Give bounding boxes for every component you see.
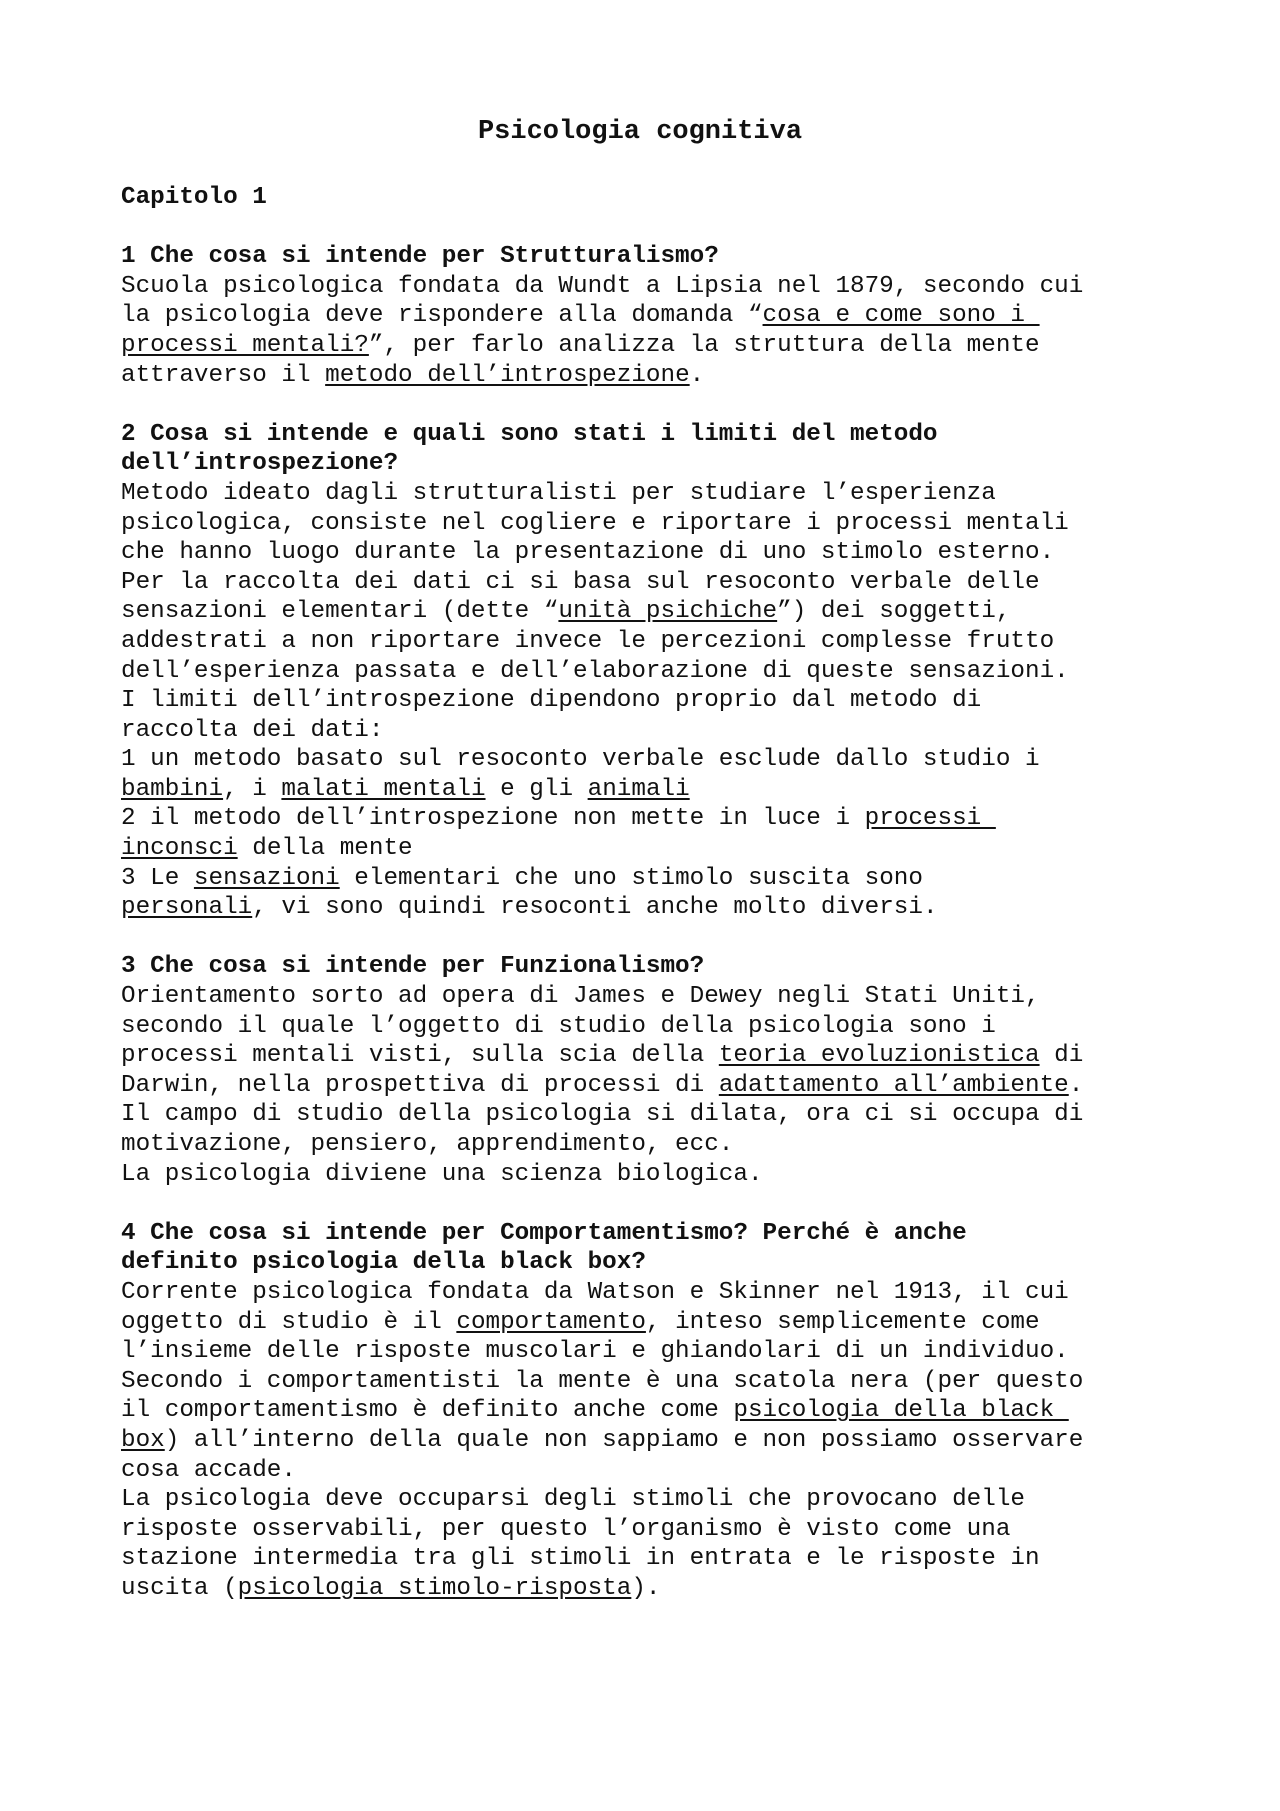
qa-section [121, 242, 1181, 390]
answer-line [121, 1308, 1181, 1338]
underlined-term: psicologia della black [733, 1397, 1069, 1425]
text-run: . [689, 361, 705, 389]
underlined-term: adattamento all’ambiente [718, 1071, 1069, 1099]
text-run: addestrati a non riportare invece le percezioni complesse frutto [121, 627, 1055, 655]
text-run: , inteso semplicemente come [645, 1308, 1040, 1336]
text-run: Scuola psicologica fondata da Wundt a Lipsia nel 1879, secondo cui [121, 272, 1084, 300]
text-run: ”) dei soggetti, [777, 598, 1011, 626]
answer-line [121, 1278, 1181, 1308]
answer-line [121, 538, 1181, 568]
answer-line [121, 1485, 1181, 1515]
question-heading-line: dell’introspezione? [121, 450, 399, 478]
text-run: la psicologia deve rispondere alla domanda “ [121, 302, 763, 330]
answer-line [121, 1367, 1181, 1397]
answer-line [121, 745, 1181, 775]
text-run: raccolta dei dati: [121, 716, 384, 744]
chapter-heading: Capitolo 1 [121, 184, 267, 211]
text-run: stazione intermedia tra gli stimoli in entrata e le risposte in [121, 1545, 1040, 1573]
text-run: dell’esperienza passata e dell’elaborazione di queste sensazioni. [121, 657, 1069, 685]
answer-line [121, 1041, 1181, 1071]
answer-line [121, 509, 1181, 539]
qa-section [121, 952, 1181, 1189]
text-run: . [1068, 1071, 1084, 1099]
text-run: 3 Le [121, 864, 194, 892]
underlined-term: cosa e come sono i [762, 302, 1040, 330]
underlined-term: processi [864, 805, 996, 833]
text-run: processi mentali visti, sulla scia della [121, 1042, 719, 1070]
underlined-term: psicologia stimolo-risposta [237, 1574, 632, 1602]
text-run: risposte osservabili, per questo l’organismo è visto come una [121, 1515, 1011, 1543]
answer-line [121, 804, 1181, 834]
text-run: Secondo i comportamentisti la mente è una scatola nera (per questo [121, 1367, 1084, 1395]
text-run: , i [223, 775, 282, 803]
answer-line [121, 331, 1181, 361]
answer-line [121, 361, 1181, 391]
text-run: attraverso il [121, 361, 326, 389]
answer-line [121, 272, 1181, 302]
text-run: 1 un metodo basato sul resoconto verbale esclude dallo studio i [121, 746, 1040, 774]
text-run: La psicologia diviene una scienza biologica. [121, 1160, 763, 1188]
answer-line [121, 1012, 1181, 1042]
answer-line [121, 1426, 1181, 1456]
text-run: Metodo ideato dagli strutturalisti per studiare l’esperienza [121, 479, 996, 507]
text-run: uscita ( [121, 1574, 238, 1602]
text-run: motivazione, pensiero, apprendimento, ecc. [121, 1131, 734, 1158]
answer-line [121, 686, 1181, 716]
text-run: oggetto di studio è il [121, 1308, 457, 1336]
text-run: della mente [237, 835, 413, 863]
answer-line [121, 568, 1181, 598]
question-heading-line: 1 Che cosa si intende per Strutturalismo? [121, 243, 719, 271]
question-heading-line: definito psicologia della black box? [121, 1249, 646, 1277]
text-run: l’insieme delle risposte muscolari e ghiandolari di un individuo. [121, 1338, 1069, 1366]
answer-line [121, 627, 1181, 657]
underlined-term: personali [121, 894, 253, 922]
underlined-term: teoria evoluzionistica [718, 1042, 1040, 1070]
answer-line [121, 479, 1181, 509]
answer-line [121, 1515, 1181, 1545]
text-run: sensazioni elementari (dette “ [121, 598, 559, 626]
text-run: Darwin, nella prospettiva di processi di [121, 1071, 719, 1099]
answer-line [121, 657, 1181, 687]
answer-line [121, 775, 1181, 805]
text-run: che hanno luogo durante la presentazione di uno stimolo esterno. [121, 539, 1055, 567]
answer-line [121, 1396, 1181, 1426]
answer-line [121, 1130, 1181, 1160]
text-run: di [1039, 1042, 1084, 1070]
underlined-term: processi mentali? [121, 331, 369, 359]
text-run: cosa accade. [121, 1456, 296, 1484]
underlined-term: malati mentali [281, 775, 486, 803]
answer-line [121, 982, 1181, 1012]
underlined-term: animali [587, 775, 690, 803]
qa-section [121, 420, 1181, 923]
underlined-term: metodo dell’introspezione [325, 361, 690, 389]
answer-line [121, 716, 1181, 746]
underlined-term: inconsci [121, 835, 238, 863]
text-run: La psicologia deve occuparsi degli stimoli che provocano delle [121, 1486, 1025, 1514]
underlined-term: comportamento [456, 1308, 646, 1336]
underlined-term: bambini [121, 775, 224, 803]
answer-line [121, 1071, 1181, 1101]
answer-line [121, 834, 1181, 864]
question-heading-line: 2 Cosa si intende e quali sono stati i limiti del metodo [121, 420, 938, 448]
underlined-term: sensazioni [193, 864, 340, 892]
document-body [121, 183, 1181, 1633]
sections-container [121, 242, 1181, 1603]
text-run: ) all’interno della quale non sappiamo e non possiamo osservare [164, 1426, 1084, 1454]
underlined-term: box [121, 1426, 165, 1454]
text-run: , vi sono quindi resoconti anche molto diversi. [252, 894, 938, 922]
answer-line [121, 1160, 1181, 1190]
page-title: Psicologia cognitiva [477, 117, 803, 147]
text-run: secondo il quale l’oggetto di studio della psicologia sono i [121, 1012, 996, 1040]
text-run: ”, per farlo analizza la struttura della mente [368, 331, 1040, 359]
answer-line [121, 1574, 1181, 1604]
text-run: elementari che uno stimolo suscita sono [339, 864, 923, 892]
answer-line [121, 864, 1181, 894]
answer-line [121, 893, 1181, 923]
question-heading-line: 3 Che cosa si intende per Funzionalismo? [121, 953, 705, 981]
answer-line [121, 597, 1181, 627]
text-run: il comportamentismo è definito anche come [121, 1397, 734, 1425]
text-run: psicologica, consiste nel cogliere e riportare i processi mentali [121, 509, 1069, 537]
answer-line [121, 1544, 1181, 1574]
answer-line [121, 1456, 1181, 1486]
text-run: I limiti dell’introspezione dipendono proprio dal metodo di [121, 687, 982, 715]
underlined-term: unità psichiche [558, 598, 778, 626]
text-run: ). [631, 1574, 661, 1602]
qa-section [121, 1219, 1181, 1604]
text-run: Il campo di studio della psicologia si dilata, ora ci si occupa di [121, 1101, 1084, 1129]
text-run: e gli [485, 775, 588, 803]
answer-line [121, 301, 1181, 331]
question-heading-line: 4 Che cosa si intende per Comportamentismo? Perché è anche [121, 1219, 967, 1247]
text-run: Per la raccolta dei dati ci si basa sul resoconto verbale delle [121, 568, 1040, 596]
text-run: Corrente psicologica fondata da Watson e Skinner nel 1913, il cui [121, 1278, 1069, 1306]
answer-line [121, 1337, 1181, 1367]
answer-line [121, 1100, 1181, 1130]
text-run: 2 il metodo dell’introspezione non mette in luce i [121, 805, 865, 833]
text-run: Orientamento sorto ad opera di James e Dewey negli Stati Uniti, [121, 983, 1040, 1011]
